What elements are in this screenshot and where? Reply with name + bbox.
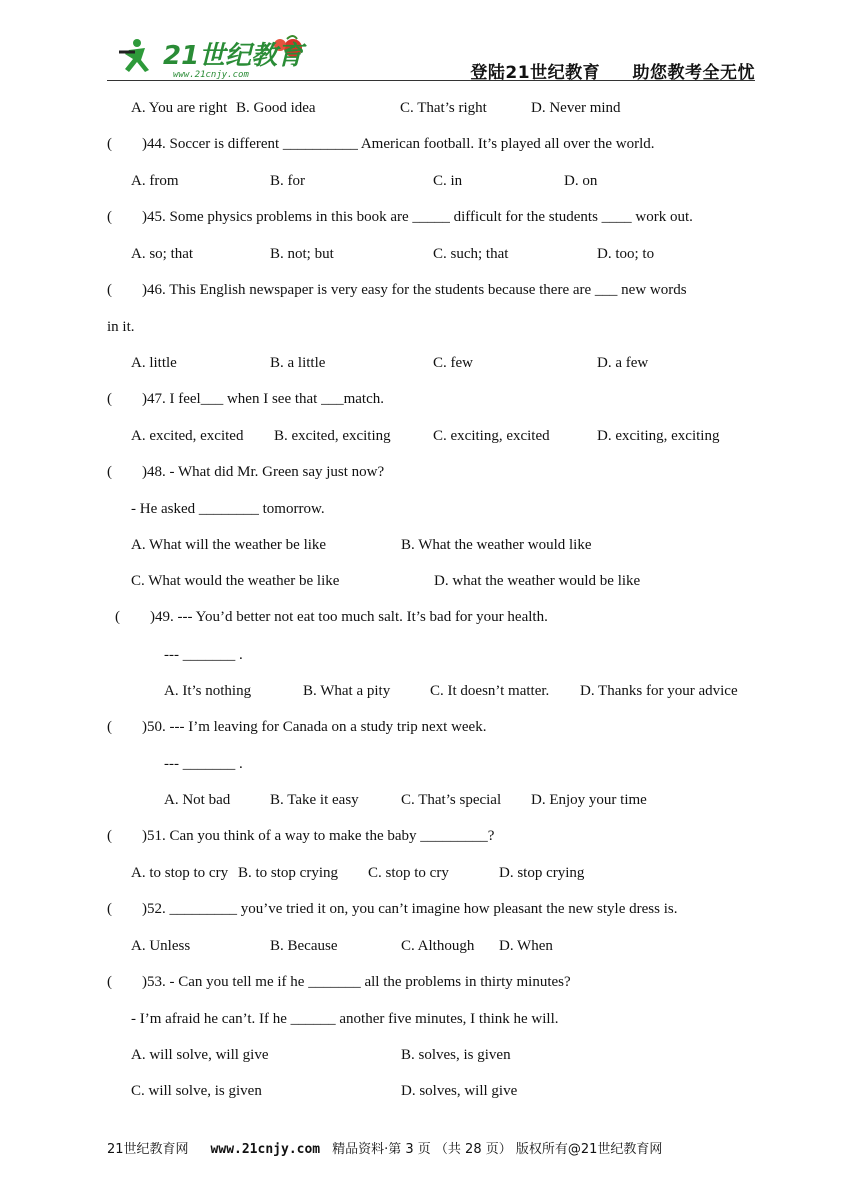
option-b: B. solves, is given (401, 1047, 511, 1063)
option-a: A. to stop to cry (131, 865, 229, 881)
question-50: ( )50. --- I’m leaving for Canada on a study trip next week. (107, 719, 487, 735)
option-a: A. will solve, will give (131, 1047, 269, 1063)
option-b: B. Take it easy (270, 792, 359, 808)
question-47: ( )47. I feel___ when I see that ___match. (107, 391, 384, 407)
option-c: C. Although (401, 938, 475, 954)
question-49: ( )49. --- You’d better not eat too much salt. It’s bad for your health. (115, 609, 548, 625)
question-48-reply: - He asked ________ tomorrow. (131, 501, 325, 517)
option-b: B. Good idea (236, 100, 316, 116)
question-52: ( )52. _________ you’ve tried it on, you can’t imagine how pleasant the new style dress is. (107, 901, 678, 917)
question-46-cont: in it. (107, 319, 135, 335)
option-c: C. in (433, 173, 463, 189)
option-d: D. too; to (597, 246, 655, 262)
option-c: C. such; that (433, 246, 509, 262)
option-c: C. exciting, excited (433, 428, 550, 444)
option-d: D. Never mind (531, 100, 621, 116)
option-a: A. excited, excited (131, 428, 244, 444)
option-c: C. will solve, is given (131, 1083, 262, 1099)
option-d: D. Thanks for your advice (580, 683, 738, 699)
option-b: B. What the weather would like (401, 537, 592, 553)
option-b: B. What a pity (303, 683, 391, 699)
option-c: C. It doesn’t matter. (430, 683, 550, 699)
option-d: D. solves, will give (401, 1083, 518, 1099)
option-a: A. Not bad (164, 792, 231, 808)
option-c: C. stop to cry (368, 865, 449, 881)
question-48: ( )48. - What did Mr. Green say just now? (107, 464, 385, 480)
logo (115, 34, 315, 80)
option-d: D. exciting, exciting (597, 428, 720, 444)
option-d: D. When (499, 938, 553, 954)
question-45: ( )45. Some physics problems in this book are _____ difficult for the students ____ work out. (107, 209, 693, 225)
option-c: C. That’s right (400, 100, 487, 116)
option-a: A. Unless (131, 938, 191, 954)
option-a: A. from (131, 173, 179, 189)
option-c: C. That’s special (401, 792, 502, 808)
tagline-left: 登陆21世纪教育 (470, 63, 601, 83)
option-d: D. a few (597, 355, 649, 371)
option-a: A. It’s nothing (164, 683, 252, 699)
page-header (107, 30, 755, 82)
option-d: D. Enjoy your time (531, 792, 647, 808)
option-b: B. excited, exciting (274, 428, 391, 444)
option-b: B. Because (270, 938, 338, 954)
option-a: A. What will the weather be like (131, 537, 327, 553)
question-53-reply: - I’m afraid he can’t. If he ______ another five minutes, I think he will. (131, 1011, 559, 1027)
footer-page-info: 精品资料·第 3 页 （共 28 页） 版权所有@21世纪教育网 (332, 1142, 663, 1157)
footer-url[interactable]: www.21cnjy.com (210, 1142, 321, 1157)
option-b: B. to stop crying (238, 865, 338, 881)
question-44: ( )44. Soccer is different __________ American football. It’s played all over the world. (107, 136, 655, 152)
option-b: B. a little (270, 355, 326, 371)
question-49-reply: --- _______ . (164, 647, 243, 663)
option-c: C. few (433, 355, 473, 371)
option-a: A. little (131, 355, 177, 371)
svg-text:www.21cnjy.com: www.21cnjy.com (173, 70, 249, 80)
option-a: A. so; that (131, 246, 194, 262)
option-d: D. what the weather would be like (434, 573, 641, 589)
tagline-right: 助您教考全无忧 (632, 63, 755, 83)
question-53: ( )53. - Can you tell me if he _______ all the problems in thirty minutes? (107, 974, 571, 990)
option-a: A. You are right (131, 100, 228, 116)
page-footer (107, 1138, 755, 1157)
question-46: ( )46. This English newspaper is very easy for the students because there are ___ new words (107, 282, 687, 298)
option-d: D. stop crying (499, 865, 585, 881)
option-d: D. on (564, 173, 598, 189)
svg-text:21世纪教育: 21世纪教育 (163, 41, 304, 71)
question-50-reply: --- _______ . (164, 756, 243, 772)
option-b: B. not; but (270, 246, 334, 262)
option-c: C. What would the weather be like (131, 573, 340, 589)
question-51: ( )51. Can you think of a way to make the baby _________? (107, 828, 495, 844)
option-b: B. for (270, 173, 305, 189)
header-rule (107, 80, 755, 81)
footer-site: 21世纪教育网 (107, 1142, 189, 1157)
